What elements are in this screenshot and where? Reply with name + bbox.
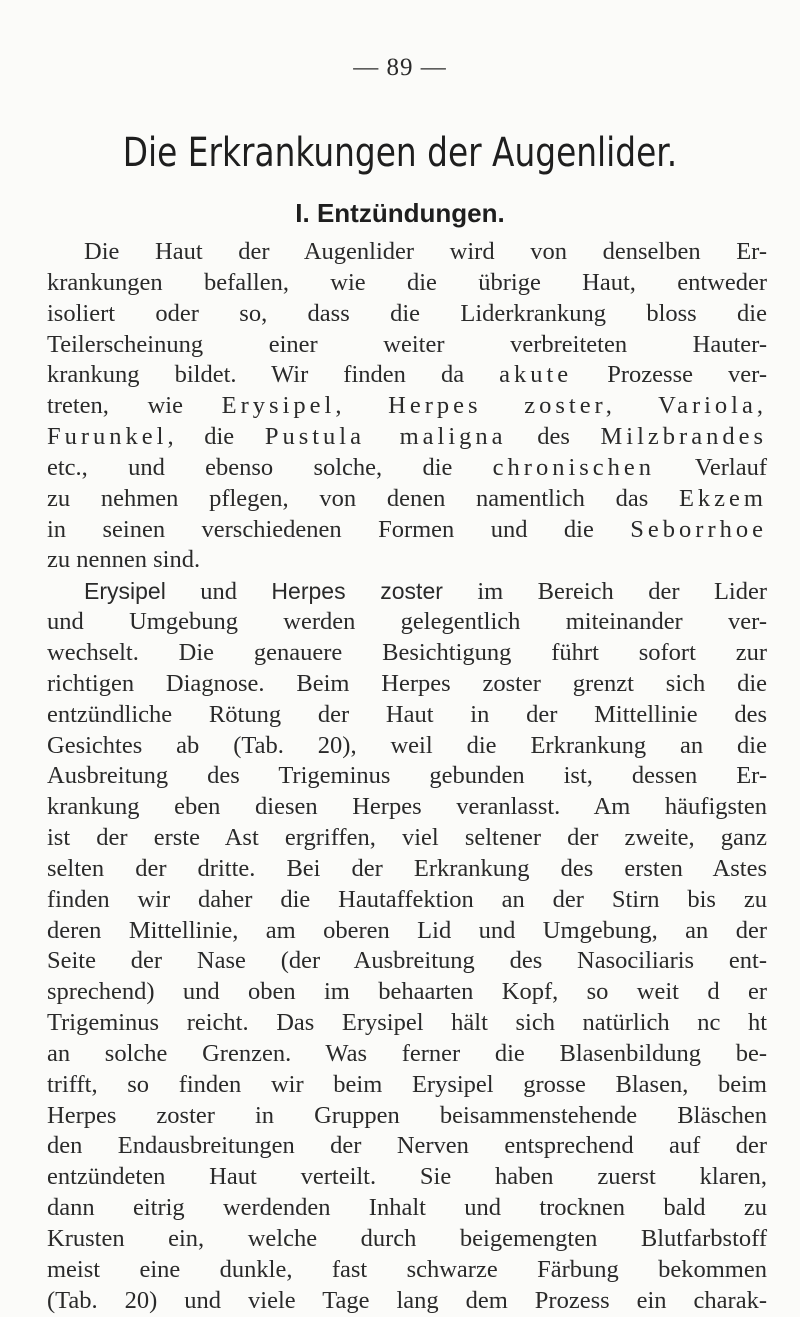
text-line	[47, 885, 767, 916]
text-line	[47, 916, 767, 947]
text-line	[47, 484, 767, 515]
text-segment: zu nennen sind.	[47, 546, 201, 574]
text-line	[47, 576, 767, 607]
text-segment: entzündliche Rötung der Haut in der Mittellinie des	[47, 700, 767, 728]
text-segment: Seite der Nase (der Ausbreitung des Nasociliaris ent-	[47, 947, 767, 975]
text-line	[47, 1070, 767, 1101]
text-segment: entzündeten Haut verteilt. Sie haben zuerst klaren,	[47, 1163, 767, 1191]
text-line	[47, 700, 767, 731]
emphasized-term: Milzbrandes	[600, 423, 767, 451]
text-line	[47, 1131, 767, 1162]
page-number: — 89 —	[353, 54, 447, 81]
text-line	[47, 1193, 767, 1224]
text-line	[47, 453, 767, 484]
emphasized-term: Furunkel	[47, 423, 168, 451]
text-segment: und Umgebung werden gelegentlich miteinander ver-	[47, 608, 767, 636]
text-segment: (Tab. 20) und viele Tage lang dem Prozess ein charak-	[47, 1286, 767, 1314]
text-line	[47, 731, 767, 762]
text-line	[47, 268, 767, 299]
text-line	[47, 1162, 767, 1193]
emphasized-term: Pustula maligna	[264, 423, 507, 451]
text-segment: und	[165, 578, 272, 606]
text-segment: , die	[167, 423, 265, 451]
text-line	[47, 669, 767, 700]
text-line	[47, 638, 767, 669]
text-line	[47, 1255, 767, 1286]
text-line	[47, 823, 767, 854]
text-segment: deren Mittellinie, am oberen Lid und Umgebung, an der	[47, 916, 767, 944]
text-segment: Verlauf	[655, 453, 767, 481]
text-segment: Krusten ein, welche durch beigemengten Blutfarbstoff	[47, 1225, 767, 1252]
text-line	[47, 515, 767, 546]
text-line	[47, 854, 767, 885]
text-line	[47, 607, 767, 638]
text-segment: sprechend) und oben im behaarten Kopf, so weit d er	[47, 978, 767, 1006]
emphasized-term: akute	[499, 361, 573, 389]
text-segment: krankung eben diesen Herpes veranlasst. Am häufigsten	[47, 793, 767, 821]
section-heading: I. Entzündungen.	[295, 198, 505, 228]
body-text	[47, 237, 767, 1317]
text-segment: meist eine dunkle, fast schwarze Färbung bekommen	[47, 1255, 767, 1283]
text-segment: Herpes zoster in Gruppen beisammenstehende Bläschen	[47, 1101, 767, 1129]
text-segment: Gesichtes ab (Tab. 20), weil die Erkrankung an die	[47, 731, 767, 759]
text-line	[47, 391, 767, 422]
text-line	[47, 1039, 767, 1070]
text-segment: Ausbreitung des Trigeminus gebunden ist, dessen Er-	[47, 762, 767, 790]
text-line	[47, 1101, 767, 1132]
text-line	[47, 761, 767, 792]
emphasized-term: chronischen	[492, 453, 656, 481]
text-segment: etc., und ebenso solche, die	[47, 453, 493, 481]
text-segment: Die Haut der Augenlider wird von denselben Er-	[84, 238, 767, 265]
text-line	[47, 545, 767, 576]
text-segment: wechselt. Die genauere Besichtigung führt sofort zur	[47, 638, 767, 666]
emphasized-term: Ekzem	[678, 484, 767, 512]
text-segment: krankungen befallen, wie die übrige Haut, entweder	[47, 268, 767, 296]
text-segment: Teilerscheinung einer weiter verbreiteten Hauter-	[47, 330, 767, 358]
text-line	[47, 792, 767, 823]
text-line	[47, 422, 767, 453]
text-line	[47, 1286, 767, 1317]
text-line	[47, 1224, 767, 1255]
text-segment: im Bereich der Lider	[442, 578, 768, 606]
text-segment: Prozesse ver-	[572, 361, 767, 389]
text-line	[47, 360, 767, 391]
emphasized-term: Erysipel, Herpes zoster, Variola,	[221, 392, 767, 420]
text-line	[47, 237, 767, 268]
text-line	[47, 330, 767, 361]
text-segment: trifft, so finden wir beim Erysipel grosse Blasen, beim	[47, 1070, 767, 1098]
text-line	[47, 1008, 767, 1039]
text-segment: ist der erste Ast ergriffen, viel seltener der zweite, ganz	[47, 824, 767, 852]
text-segment: an solche Grenzen. Was ferner die Blasenbildung be-	[47, 1039, 767, 1067]
text-segment: isoliert oder so, dass die Liderkrankung bloss die	[47, 299, 767, 327]
text-segment: den Endausbreitungen der Nerven entsprechend auf der	[47, 1132, 767, 1160]
chapter-title: Die Erkrankungen der Augenlider.	[122, 130, 678, 176]
emphasized-term: Seborrhoe	[630, 515, 767, 543]
bold-term: Herpes zoster	[271, 578, 443, 605]
bold-term: Erysipel	[84, 578, 166, 605]
text-segment: in seinen verschiedenen Formen und die	[47, 515, 631, 543]
text-line	[47, 946, 767, 977]
text-segment: krankung bildet. Wir finden da	[47, 361, 500, 389]
text-line	[47, 977, 767, 1008]
text-segment: selten der dritte. Bei der Erkrankung des ersten Astes	[47, 854, 767, 882]
text-segment: treten, wie	[47, 392, 222, 420]
text-segment: Trigeminus reicht. Das Erysipel hält sich natürlich nc ht	[47, 1009, 767, 1037]
text-segment: des	[506, 423, 601, 451]
text-segment: dann eitrig werdenden Inhalt und trocknen bald zu	[47, 1194, 767, 1222]
text-segment: richtigen Diagnose. Beim Herpes zoster grenzt sich die	[47, 669, 767, 697]
text-segment: finden wir daher die Hautaffektion an der Stirn bis zu	[47, 885, 767, 913]
text-line	[47, 299, 767, 330]
text-segment: zu nehmen pflegen, von denen namentlich das	[47, 484, 679, 512]
